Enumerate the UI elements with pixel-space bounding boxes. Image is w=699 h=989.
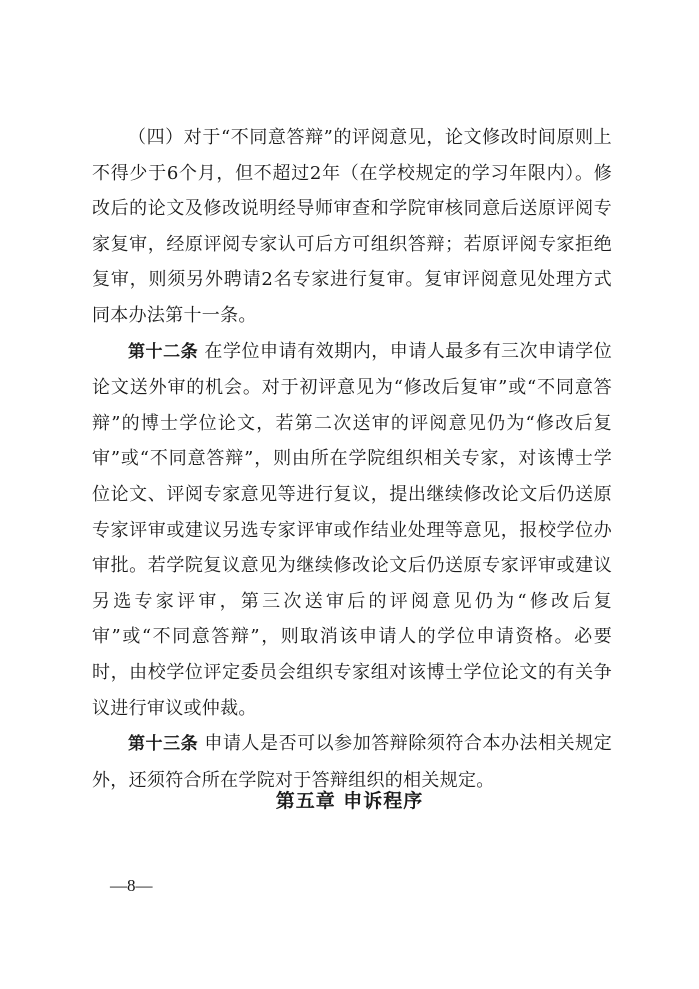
article-12-text: 在学位申请有效期内，申请人最多有三次申请学位论文送外审的机会。对于初评意见为“修改后复审”或“不同意答辩”的博士学位论文，若第二次送审的评阅意见仍为“修改后复审”或“不同意答辩”，则由所在学院组织相关专家，对该博士学位论文、评阅专家意见等进行复议，提出继续修改论文后仍送原专家评审或建议另选专家评审或作结业处理等意见，报校学位办审批。若学院复议意见为继续修改论文后仍送原专家评审或建议另选专家评审，第三次送审后的评阅意见仍为“修改后复审”或“不同意答辩”，则取消该申请人的学位申请资格。必要时，由校学位评定委员会组织专家组对该博士学位论文的有关争议进行审议或仲裁。 — [92, 340, 612, 719]
chapter-heading: 第五章 申诉程序 — [275, 790, 424, 812]
body-text — [92, 120, 612, 798]
article-13-text: 申请人是否可以参加答辩除须符合本办法相关规定外，还须符合所在学院对于答辩组织的相关规定。 — [92, 733, 612, 791]
article-13-label: 第十三条 — [128, 734, 199, 755]
paragraph-text: （四）对于“不同意答辩”的评阅意见，论文修改时间原则上不得少于6个月，但不超过2年（在学校规定的学习年限内）。修改后的论文及修改说明经导师审查和学院审核同意后送原评阅专家复审，经原评阅专家认可后方可组织答辩；若原评阅专家拒绝复审，则须另外聘请2名专家进行复审。复审评阅意见处理方式同本办法第十一条。 — [92, 127, 612, 326]
article-12-label: 第十二条 — [128, 341, 199, 362]
page-number: —8— — [110, 876, 153, 895]
article-12-paragraph — [92, 334, 612, 727]
paragraph-item-4 — [92, 120, 612, 334]
